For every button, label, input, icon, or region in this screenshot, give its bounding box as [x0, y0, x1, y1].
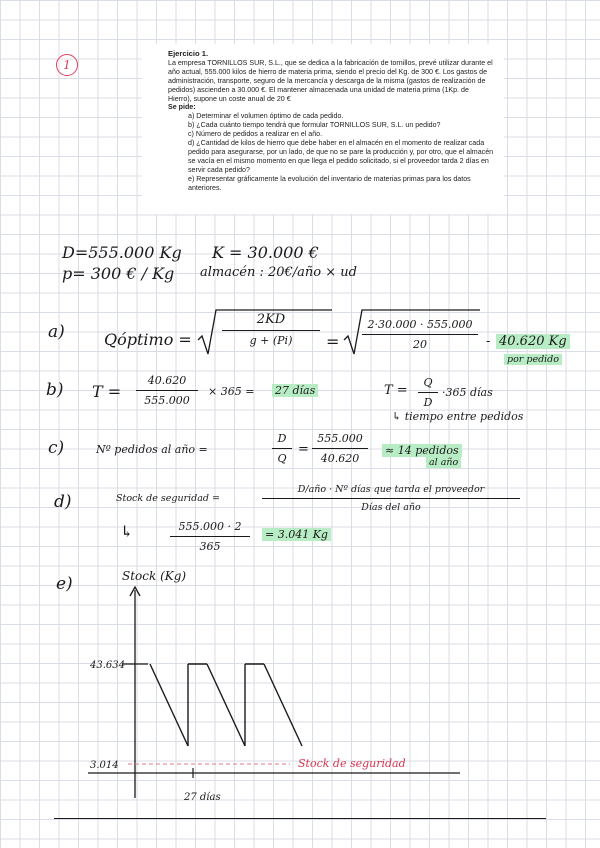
given-demand: D=555.000 Kg	[62, 243, 182, 262]
label-e: e)	[56, 574, 73, 594]
sawtooth-segment	[150, 664, 188, 746]
se-pide-label: Se pide:	[168, 103, 196, 112]
d-arrow: ↳	[120, 522, 134, 541]
exercise-number-circle: 1	[56, 54, 78, 76]
sawtooth-segment	[264, 664, 302, 746]
safety-tick-label: 3.014	[90, 760, 119, 771]
exercise-statement: La empresa TORNILLOS SUR, S.L., que se dedica a la fabricación de tornillos, prevé utilizar durante el año actual, 555.000 kilos de hierro de materia prima, siendo el precio del Kg. de 300 €. Los gastos de administración, transporte, seguro de la mercancía y descarga de la misma (gastos de realización de pedidos) ascienden a 30.000 €. El mantener almacenada una unidad de materia prima (1Kp. de Hierro), supone un coste anual de 20 €	[168, 58, 493, 103]
a-formula-fraction: 2KD g + (Pi)	[222, 312, 320, 347]
given-price: p= 300 € / Kg	[62, 264, 175, 283]
question-d: d) ¿Cantidad de kilos de hierro que debe haber en el almacén en el momento de realizar cada pedido para asegurarse, por un lado, de que no se pare la producción y, por otro, que el almacén se vacía en el mismo momento en que llega el pedido solicitado, si el proveedor tarda 2 días en servir cada pedido?	[188, 139, 494, 174]
c-lhs: Nº pedidos al año =	[96, 443, 208, 456]
y-axis-title: Stock (Kg)	[122, 569, 187, 583]
a-result: 40.620 Kg	[496, 334, 570, 349]
x-tick-label: 27 días	[184, 792, 221, 803]
d-result: = 3.041 Kg	[262, 528, 331, 541]
a-dash: -	[486, 334, 491, 349]
b-result: 27 días	[272, 384, 318, 397]
a-eq: =	[326, 332, 340, 351]
given-order-cost: K = 30.000 €	[212, 243, 319, 262]
b-times: × 365 =	[208, 385, 255, 398]
given-holding-cost: almacén : 20€/año × ud	[200, 265, 357, 280]
exercise-title: Ejercicio 1.	[168, 49, 209, 58]
c-result: ≈ 14 pedidos	[382, 444, 462, 457]
question-c: c) Número de pedidos a realizar en el año.	[188, 130, 323, 139]
b-lhs: T =	[92, 382, 122, 401]
a-qoptimo: Qóptimo =	[104, 330, 192, 349]
c-fraction-2: 555.000 40.620	[312, 432, 368, 465]
label-b: b)	[46, 380, 64, 400]
c-eq: =	[298, 442, 309, 457]
label-c: c)	[48, 438, 65, 458]
d-lhs: Stock de seguridad =	[116, 493, 220, 504]
bottom-rule	[54, 818, 546, 819]
question-e: e) Representar gráficamente la evolución del inventario de materias primas para los datos anteriores.	[188, 174, 471, 192]
a-result-sub: por pedido	[504, 354, 562, 365]
sawtooth-series	[150, 664, 302, 746]
d-fraction: D/año · Nº días que tarda el proveedor Días del año	[262, 484, 520, 513]
b-formula-rest: ·365 días	[442, 386, 493, 399]
question-a: a) Determinar el volumen óptimo de cada pedido.	[188, 112, 344, 121]
b-formula-lhs: T =	[384, 383, 408, 398]
question-b: b) ¿Cada cuánto tiempo tendrá que formular TORNILLOS SUR, S.L. un pedido?	[188, 121, 441, 130]
safety-stock-text: Stock de seguridad	[298, 757, 406, 770]
d-calc-fraction: 555.000 · 2 365	[170, 520, 250, 553]
sawtooth-segment	[207, 664, 245, 746]
max-tick-label: 43.634	[90, 660, 125, 671]
c-result-sub: al año	[426, 457, 461, 468]
b-note: ↳ tiempo entre pedidos	[392, 410, 524, 423]
a-calc-fraction: 2·30.000 · 555.000 20	[362, 318, 478, 351]
b-fraction: 40.620 555.000	[136, 374, 198, 407]
c-fraction-1: D Q	[272, 432, 292, 465]
label-d: d)	[54, 492, 72, 512]
label-a: a)	[48, 322, 65, 342]
b-formula-fraction: Q D	[418, 376, 438, 409]
